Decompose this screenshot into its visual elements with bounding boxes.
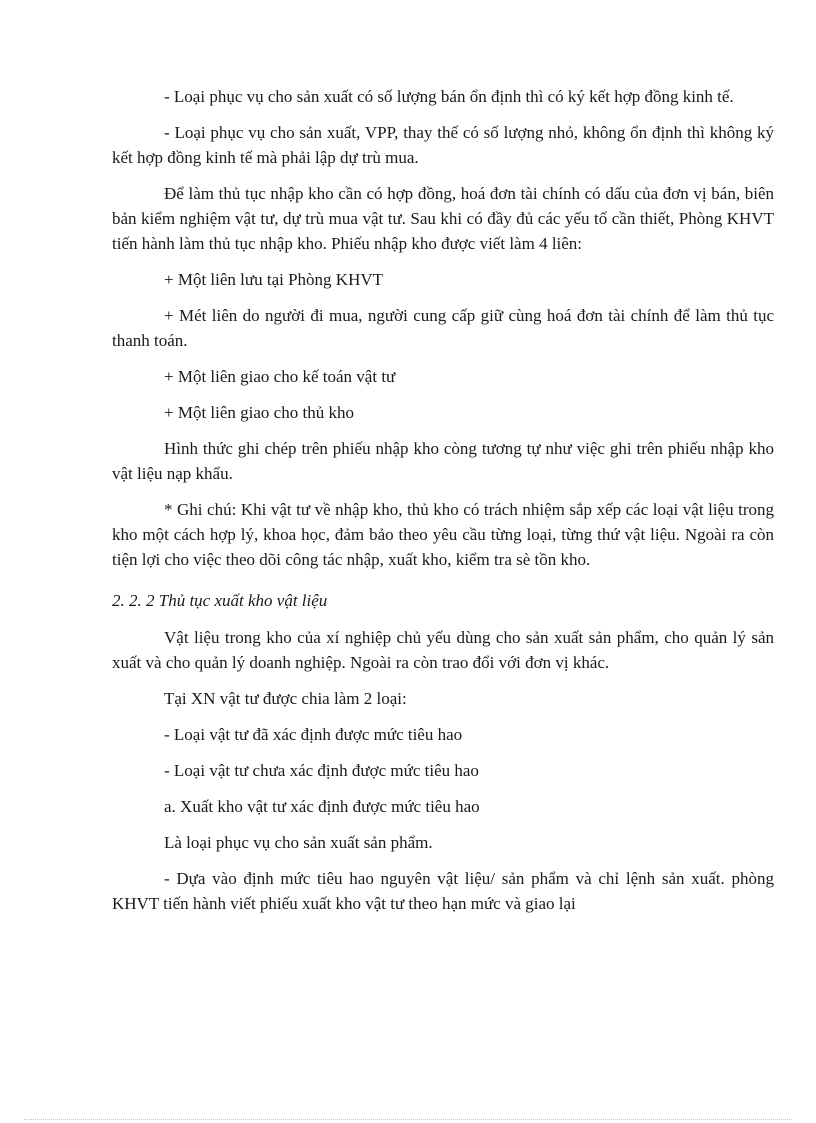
list-item: - Loại vật tư đã xác định được mức tiêu hao [164, 725, 463, 744]
paragraph: Vật liệu trong kho của xí nghiệp chủ yếu dùng cho sản xuất sản phẩm, cho quản lý sản xuất và cho quản lý doanh nghiệp. Ngoài ra còn trao đổi với đơn vị khác. [112, 628, 774, 672]
list-item: + Một liên lưu tại Phòng KHVT [164, 270, 384, 289]
list-item: + Một liên giao cho thủ kho [164, 403, 354, 422]
note-paragraph: * Ghi chú: Khi vật tư về nhập kho, thủ kho có trách nhiệm sắp xếp các loại vật liệu trong kho một cách hợp lý, khoa học, đảm bảo theo yêu cầu từng loại, từng thứ vật liệu. Ngoài ra còn tiện lợi cho việc theo dõi công tác nhập, xuất kho, kiểm tra sè tồn kho. [112, 500, 774, 569]
paragraph: - Loại phục vụ cho sản xuất có số lượng bán ổn định thì có ký kết hợp đồng kinh tế. [164, 87, 734, 106]
paragraph: Tại XN vật tư được chia làm 2 loại: [164, 689, 407, 708]
section-heading: 2. 2. 2 Thủ tục xuất kho vật liệu [112, 591, 328, 610]
paragraph: Để làm thủ tục nhập kho cần có hợp đồng, hoá đơn tài chính có dấu của đơn vị bán, biên bản kiểm nghiệm vật tư, dự trù mua vật tư. Sau khi có đầy đủ các yếu tố cần thiết, Phòng KHVT tiến hành làm thủ tục nhập kho. Phiếu nhập kho được viết làm 4 liên: [112, 184, 774, 253]
document-body [112, 84, 774, 927]
page-bottom-divider [24, 1119, 792, 1120]
paragraph: - Dựa vào định mức tiêu hao nguyên vật liệu/ sản phẩm và chỉ lệnh sản xuất. phòng KHVT tiến hành viết phiếu xuất kho vật tư theo hạn mức và giao lại [112, 869, 774, 913]
paragraph: - Loại phục vụ cho sản xuất, VPP, thay thế có số lượng nhỏ, không ổn định thì không ký kết hợp đồng kinh tế mà phải lập dự trù mua. [112, 123, 774, 167]
paragraph: Hình thức ghi chép trên phiếu nhập kho còng tương tự như việc ghi trên phiếu nhập kho vật liệu nạp khẩu. [112, 439, 774, 483]
subheading: a. Xuất kho vật tư xác định được mức tiêu hao [164, 797, 480, 816]
list-item: - Loại vật tư chưa xác định được mức tiêu hao [164, 761, 479, 780]
paragraph: Là loại phục vụ cho sản xuất sản phẩm. [164, 833, 433, 852]
list-item: + Một liên giao cho kế toán vật tư [164, 367, 396, 386]
list-item: + Mét liên do người đi mua, người cung cấp giữ cùng hoá đơn tài chính để làm thủ tục thanh toán. [112, 306, 774, 350]
